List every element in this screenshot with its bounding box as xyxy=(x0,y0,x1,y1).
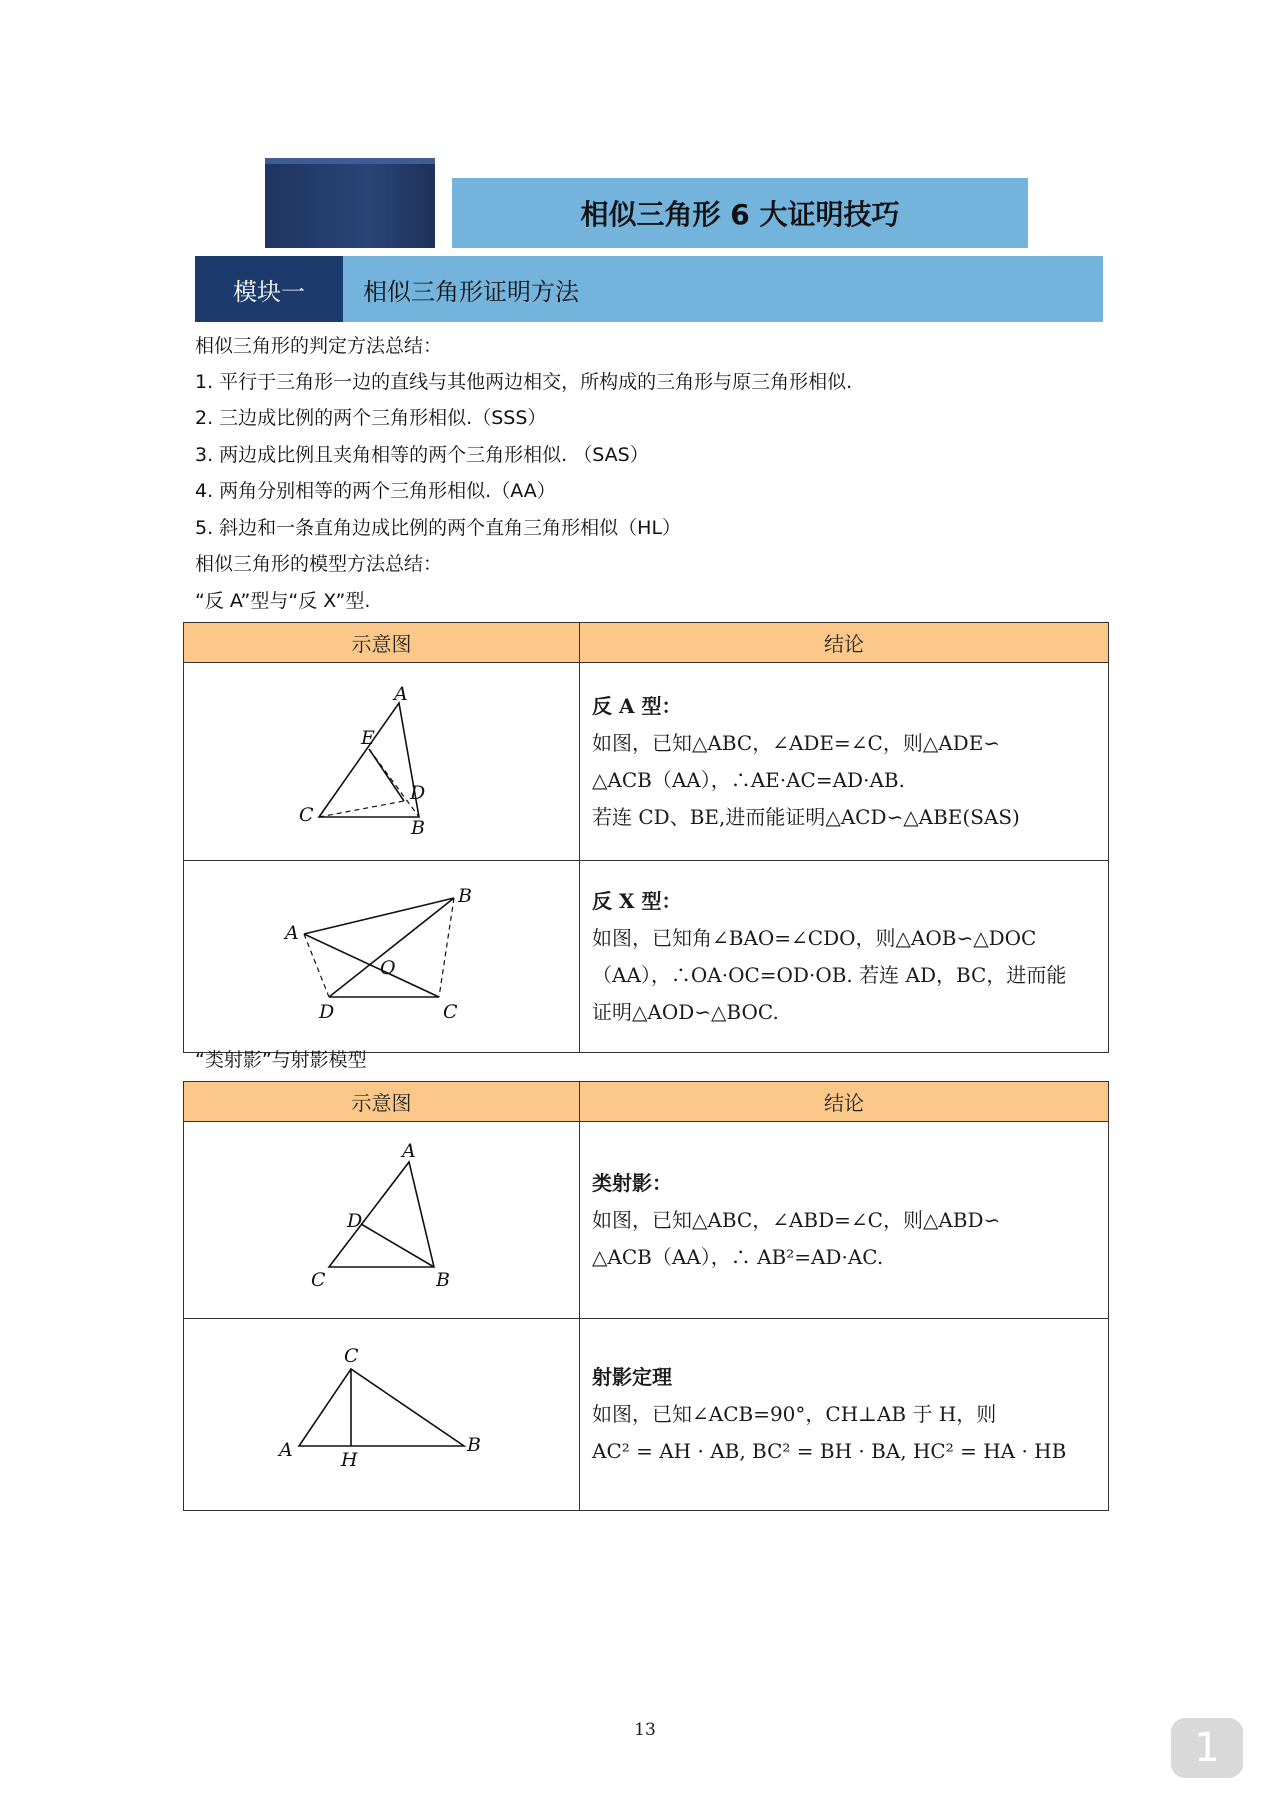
page-badge: 1 xyxy=(1171,1718,1243,1778)
figure-lei-sheying xyxy=(184,1122,580,1319)
label-c: C xyxy=(344,1345,359,1367)
fan-a-diagram xyxy=(184,663,579,856)
label-a: A xyxy=(394,683,408,705)
fan-x-line-1: 如图，已知角∠BAO=∠CDO，则△AOB∽△DOC xyxy=(592,925,1037,950)
label-o: O xyxy=(380,957,396,979)
label-a: A xyxy=(402,1140,416,1162)
table-fan-a-x xyxy=(183,622,1109,1053)
section1-title: “反 A”型与“反 X”型. xyxy=(195,590,371,612)
table-header-figure: 示意图 xyxy=(184,623,580,663)
figure-fan-a xyxy=(184,663,580,861)
section2-title: “类射影”与射影模型 xyxy=(195,1049,367,1071)
judgement-heading: 相似三角形的判定方法总结： xyxy=(195,335,443,357)
table-header-conclusion: 结论 xyxy=(580,1082,1109,1122)
lei-sheying-title: 类射影： xyxy=(592,1170,672,1195)
label-b: B xyxy=(458,885,472,907)
label-c: C xyxy=(299,804,314,826)
sheying-title: 射影定理 xyxy=(592,1365,672,1389)
fan-a-title: 反 A 型： xyxy=(592,693,682,718)
label-a: A xyxy=(285,922,299,944)
label-b: B xyxy=(411,817,425,839)
judgement-item-1: 1. 平行于三角形一边的直线与其他两边相交，所构成的三角形与原三角形相似. xyxy=(195,371,853,393)
page-number: 13 xyxy=(634,1720,656,1740)
figure-fan-x xyxy=(184,861,580,1053)
judgement-item-2: 2. 三边成比例的两个三角形相似.（SSS） xyxy=(195,407,547,429)
module-title: 相似三角形证明方法 xyxy=(343,256,1103,322)
label-b: B xyxy=(436,1269,450,1291)
table-sheying xyxy=(183,1081,1109,1511)
label-h: H xyxy=(341,1449,358,1471)
fan-x-title: 反 X 型： xyxy=(592,888,682,913)
label-c: C xyxy=(443,1001,458,1023)
page-title: 相似三角形 6 大证明技巧 xyxy=(452,178,1028,248)
judgement-item-4: 4. 两角分别相等的两个三角形相似.（AA） xyxy=(195,480,556,502)
sheying-diagram xyxy=(184,1319,579,1506)
table-header-conclusion: 结论 xyxy=(580,623,1109,663)
module-label: 模块一 xyxy=(195,256,343,322)
sheying-line-2: AC² = AH · AB, BC² = BH · BA, HC² = HA · HB xyxy=(592,1439,1067,1463)
header-decoration-image xyxy=(265,158,435,248)
fan-a-line-2: △ACB（AA），∴AE·AC=AD·AB. xyxy=(592,767,905,792)
fan-a-line-1: 如图，已知△ABC，∠ADE=∠C，则△ADE∽ xyxy=(592,730,1001,755)
conclusion-fan-x xyxy=(580,861,1109,1053)
judgement-item-3: 3. 两边成比例且夹角相等的两个三角形相似. （SAS） xyxy=(195,444,649,466)
module-bar xyxy=(195,256,1103,322)
table-header-figure: 示意图 xyxy=(184,1082,580,1122)
fan-x-diagram xyxy=(184,861,579,1048)
label-c: C xyxy=(311,1269,326,1291)
conclusion-fan-a xyxy=(580,663,1109,861)
label-b: B xyxy=(467,1434,481,1456)
fan-x-line-3: 证明△AOD∽△BOC. xyxy=(592,999,779,1024)
label-d: D xyxy=(410,782,426,804)
label-a: A xyxy=(279,1439,293,1461)
conclusion-sheying xyxy=(580,1319,1109,1511)
fan-x-line-2: （AA），∴OA·OC=OD·OB. 若连 AD，BC，进而能 xyxy=(592,962,1067,987)
lei-sheying-diagram xyxy=(184,1122,579,1314)
label-d: D xyxy=(347,1210,363,1232)
conclusion-lei-sheying xyxy=(580,1122,1109,1319)
lei-sheying-line-1: 如图，已知△ABC，∠ABD=∠C，则△ABD∽ xyxy=(592,1207,1001,1232)
label-e: E xyxy=(361,727,375,749)
sheying-line-1: 如图，已知∠ACB=90°，CH⊥AB 于 H，则 xyxy=(592,1402,997,1426)
fan-a-line-3: 若连 CD、BE,进而能证明△ACD∽△ABE(SAS) xyxy=(592,804,1020,829)
lei-sheying-line-2: △ACB（AA），∴ AB²=AD·AC. xyxy=(592,1244,884,1269)
figure-sheying xyxy=(184,1319,580,1511)
models-heading: 相似三角形的模型方法总结： xyxy=(195,553,443,575)
label-d: D xyxy=(319,1001,335,1023)
judgement-item-5: 5. 斜边和一条直角边成比例的两个直角三角形相似（HL） xyxy=(195,517,682,539)
